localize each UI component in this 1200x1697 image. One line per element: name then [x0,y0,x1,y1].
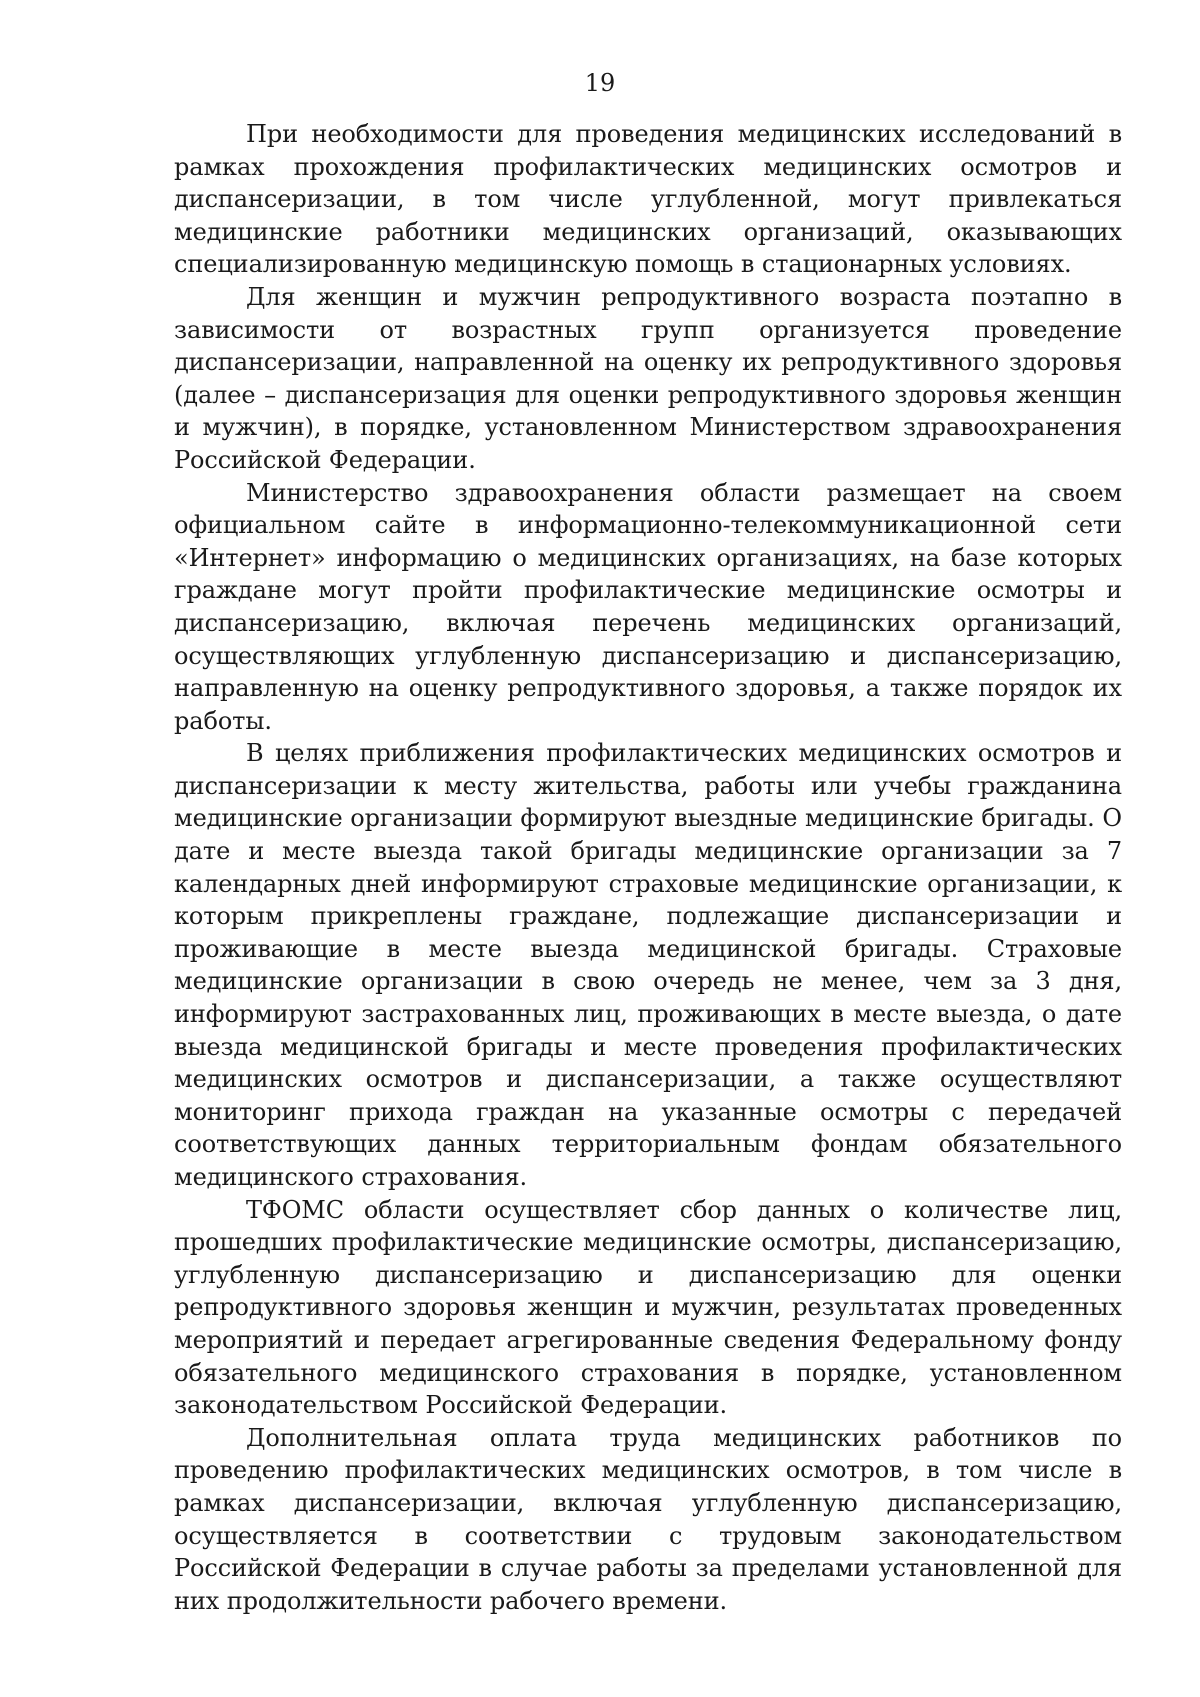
paragraph-ministry-website-info: Министерство здравоохранения области размещает на своем официальном сайте в информационно-телекоммуникационной сети «Интернет» информацию о медицинских организациях, на базе которых граждане могут пройти профилактические медицинские осмотры и диспансеризацию, включая перечень медицинских организаций, осуществляющих углубленную диспансеризацию и диспансеризацию, направленную на оценку репродуктивного здоровья, а также порядок их работы. [174,478,1122,735]
paragraph-reproductive-health-screening: Для женщин и мужчин репродуктивного возраста поэтапно в зависимости от возрастных групп организуется проведение диспансеризации, направленной на оценку их репродуктивного здоровья (далее – диспансеризация для оценки репродуктивного здоровья женщин и мужчин), в порядке, установленном Министерством здравоохранения Российской Федерации. [174,282,1122,474]
paragraph-additional-pay: Дополнительная оплата труда медицинских работников по проведению профилактических медицинских осмотров, в том числе в рамках диспансеризации, включая углубленную диспансеризацию, осуществляется в соответствии с трудовым законодательством Российской Федерации в случае работы за пределами установленной для них продолжительности рабочего времени. [174,1423,1122,1615]
document-body [174,118,1122,1617]
paragraph-tfoms-data-collection: ТФОМС области осуществляет сбор данных о количестве лиц, прошедших профилактические медицинские осмотры, диспансеризацию, углубленную диспансеризацию и диспансеризацию для оценки репродуктивного здоровья женщин и мужчин, результатах проведенных мероприятий и передает агрегированные сведения Федеральному фонду обязательного медицинского страхования в порядке, установленном законодательством Российской Федерации. [174,1195,1122,1420]
page-number: 19 [584,69,616,97]
paragraph-mobile-medical-teams: В целях приближения профилактических медицинских осмотров и диспансеризации к месту жительства, работы или учебы гражданина медицинские организации формируют выездные медицинские бригады. О дате и месте выезда такой бригады медицинские организации за 7 календарных дней информируют страховые медицинские организации, к которым прикреплены граждане, подлежащие диспансеризации и проживающие в месте выезда медицинской бригады. Страховые медицинские организации в свою очередь не менее, чем за 3 дня, информируют застрахованных лиц, проживающих в месте выезда, о дате выезда медицинской бригады и месте проведения профилактических медицинских осмотров и диспансеризации, а также осуществляют мониторинг прихода граждан на указанные осмотры с передачей соответствующих данных территориальным фондам обязательного медицинского страхования. [174,739,1122,1191]
paragraph-medical-staff-involvement: При необходимости для проведения медицинских исследований в рамках прохождения профилактических медицинских осмотров и диспансеризации, в том числе углубленной, могут привлекаться медицинские работники медицинских организаций, оказывающих специализированную медицинскую помощь в стационарных условиях. [174,120,1122,279]
